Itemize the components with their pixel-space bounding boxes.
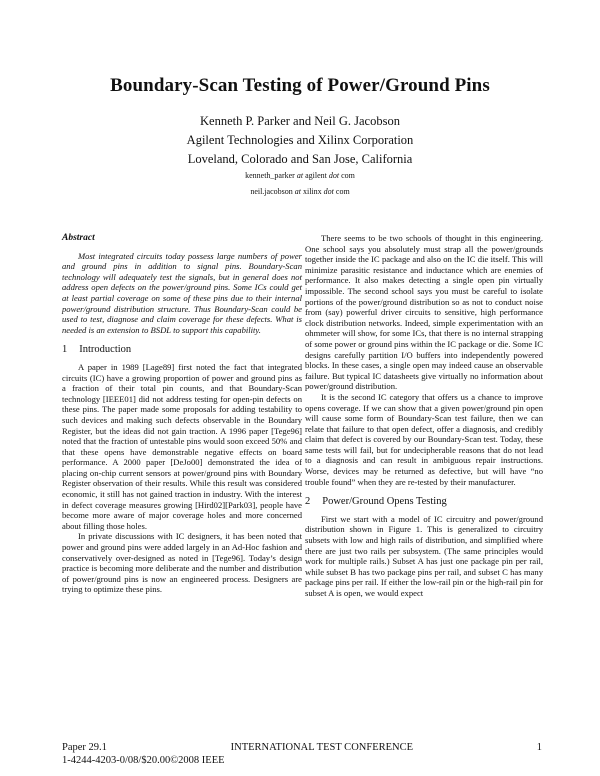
section-1-paragraph-1: A paper in 1989 [Lage89] first noted the fact that integrated circuits (IC) have a growing proportion of power and ground pins as a fraction of their total pin counts, and that Boundary-Scan technology [IEEE01] did not address testing for open-pin defects on these pins. The paper made some proposals for adding testability to such devices and making such defects observable in the Boundary Register, but the ideas did not gain traction. A 1996 paper [Tege96] noted that the fraction of untestable pins would soon exceed 50% and that these opens have demonstrable negative effects on board performance. A 2000 paper [DeJo00] demonstrated the idea of placing on-chip current sensors at power/ground pins with Boundary Register observation of their results. While this result was considered economic, it still has not gained traction in industry. With the interest in defect coverage measures growing [Hird02][Park03], people have become more aware of major coverage holes and more concerned about filling those holes.: [62, 361, 302, 531]
abstract-heading: Abstract: [62, 233, 95, 243]
section-1-number: 1: [62, 344, 68, 356]
section-2-paragraph-1: First we start with a model of IC circuitry and power/ground distribution shown in Figure 1. This is generalized to circuitry subsets with low and high rails of distribution, and simplified where there are just two rails per subsystem. (The same principles would work for multiple rails.) Subset A has just one package pin per rail, while subset B has two package pins per rail, and subset C has many package pins per rail. If either the low-rail pin or the high-rail pin for subset A is open, we would expect: [305, 513, 543, 598]
section-1-heading: [62, 345, 302, 356]
section-2-heading: [305, 497, 543, 508]
section-1-paragraph-2: In private discussions with IC designers, it has been noted that power and ground pins were added largely in an Ad-Hoc fashion and conservatively over-designed as noted in [Tege96]. Today’s design practice is becoming more deliberate and the number and distribution of power/ground pins is now an engineered process. Designers are trying to optimize these pins.: [62, 531, 302, 595]
footer-conference: INTERNATIONAL TEST CONFERENCE: [230, 742, 414, 753]
author-email-2: neil.jacobson at xilinx dot com: [250, 187, 350, 196]
abstract-text: Most integrated circuits today possess large numbers of power and ground pins in addition to signal pins. Boundary-Scan technology will adequately test the signals, but in general does not address open defects on the power/ground pins. Some ICs could get at least partial coverage on some of these pins due to their internal power/ground distribution structure. Thus Boundary-Scan could be used to test, diagnose and claim coverage for these defects. What is needed is an extension to BSDL to support this capability.: [62, 250, 302, 335]
section-1-title: Introduction: [79, 344, 132, 356]
abstract-section: [62, 233, 302, 335]
paper-title: Boundary-Scan Testing of Power/Ground Pins: [110, 75, 490, 96]
right-paragraph-1: There seems to be two schools of thought in this engineering. One school says you absolutely must strap all the power/grounds together inside the IC package and also on the IC die itself. This will minimize parasitic resistance and inductance which are enemies of performance. It also makes detecting a single open pin virtually impossible. The second school says you must be careful to isolate portions of the power/ground distribution so as not to conduct noise from (say) powerful driver circuits to sensitive, high performance clock distribution networks. Indeed, simple experimentation with an ohmmeter will show, for some ICs, that there is no internal strapping of some power or ground pins within the IC package or die. Some IC designs carefully partition I/O buffers into independently powered blocks. In these cases, a single open may indeed cause an observable failure. But typical IC datasheets give virtually no information about power/ground distribution.: [305, 233, 543, 392]
page-footer: [62, 742, 542, 766]
author-email-1: kenneth_parker at agilent dot com: [245, 171, 355, 180]
author-location: Loveland, Colorado and San Jose, California: [187, 152, 413, 166]
footer-page-number: 1: [536, 742, 542, 753]
author-affiliation: Agilent Technologies and Xilinx Corporation: [186, 133, 414, 147]
section-2-title: Power/Ground Opens Testing: [322, 496, 447, 508]
right-column: [305, 233, 543, 599]
footer-doi: 1-4244-4203-0/08/$20.00©2008 IEEE: [62, 755, 225, 766]
left-column: [62, 233, 302, 595]
footer-paper-number: Paper 29.1: [62, 742, 107, 753]
right-paragraph-2: It is the second IC category that offers us a chance to improve opens coverage. If we can show that a given power/ground pin open will cause some form of Boundary-Scan test failure, then we can relate that failure to that open defect, offer a diagnosis, and credibly claim that defect is covered by our Boundary-Scan test. Today, these same tests will fail, but for undecipherable reasons that do not lead to a diagnosis and can result in ambiguous repair instructions. Worse, devices may be returned as defective, but will have “no trouble found” when they are re-tested by their manufacturer.: [305, 391, 543, 487]
section-2-number: 2: [305, 496, 311, 508]
author-names: Kenneth P. Parker and Neil G. Jacobson: [200, 114, 400, 128]
